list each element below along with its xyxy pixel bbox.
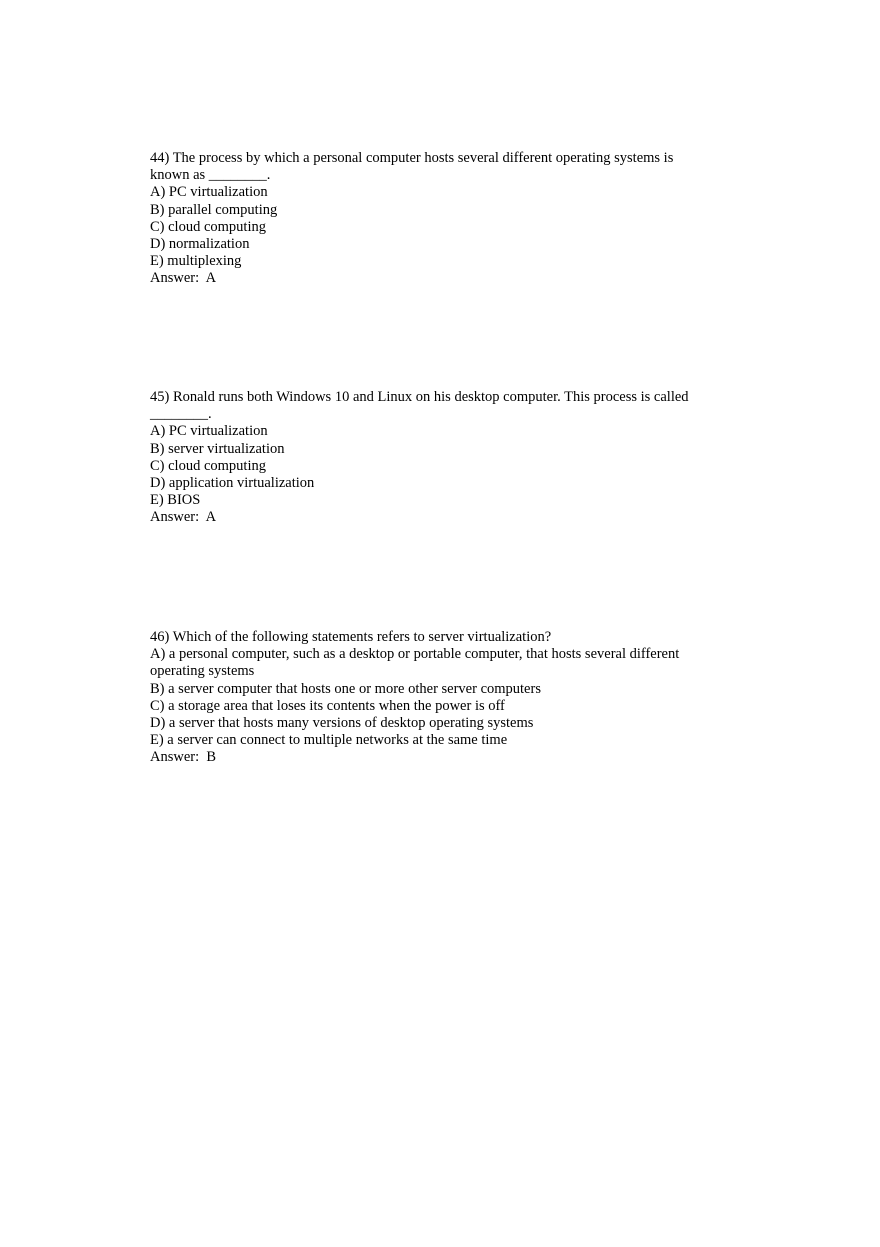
correct-answer: Answer: A	[150, 509, 217, 526]
answer-option-c: C) a storage area that loses its contents when the power is off	[150, 697, 505, 714]
answer-option-b: B) server virtualization	[150, 440, 285, 457]
answer-option-c: C) cloud computing	[150, 457, 266, 474]
answer-option-a-continued: operating systems	[150, 663, 255, 680]
question-stem: ________.	[150, 406, 212, 423]
question-stem: known as ________.	[150, 167, 271, 184]
question-stem: 46) Which of the following statements refers to server virtualization?	[150, 629, 552, 645]
answer-option-b: B) a server computer that hosts one or more other server computers	[150, 680, 541, 697]
answer-option-d: D) application virtualization	[150, 475, 315, 492]
question-stem: 44) The process by which a personal computer hosts several different operating systems is	[150, 150, 674, 166]
correct-answer: Answer: A	[150, 270, 217, 287]
question-44	[150, 150, 730, 288]
correct-answer: Answer: B	[150, 749, 217, 766]
answer-option-a: A) a personal computer, such as a desktop or portable computer, that hosts several different	[150, 646, 680, 663]
answer-option-a: A) PC virtualization	[150, 184, 268, 201]
answer-option-b: B) parallel computing	[150, 201, 278, 218]
question-stem: 45) Ronald runs both Windows 10 and Linux on his desktop computer. This process is called	[150, 389, 689, 405]
answer-option-a: A) PC virtualization	[150, 423, 268, 440]
question-46	[150, 629, 730, 767]
answer-option-d: D) a server that hosts many versions of desktop operating systems	[150, 715, 534, 732]
answer-option-d: D) normalization	[150, 236, 250, 253]
answer-option-e: E) BIOS	[150, 492, 201, 509]
answer-option-e: E) a server can connect to multiple networks at the same time	[150, 732, 508, 749]
question-45	[150, 389, 730, 527]
answer-option-c: C) cloud computing	[150, 218, 266, 235]
answer-option-e: E) multiplexing	[150, 253, 242, 270]
